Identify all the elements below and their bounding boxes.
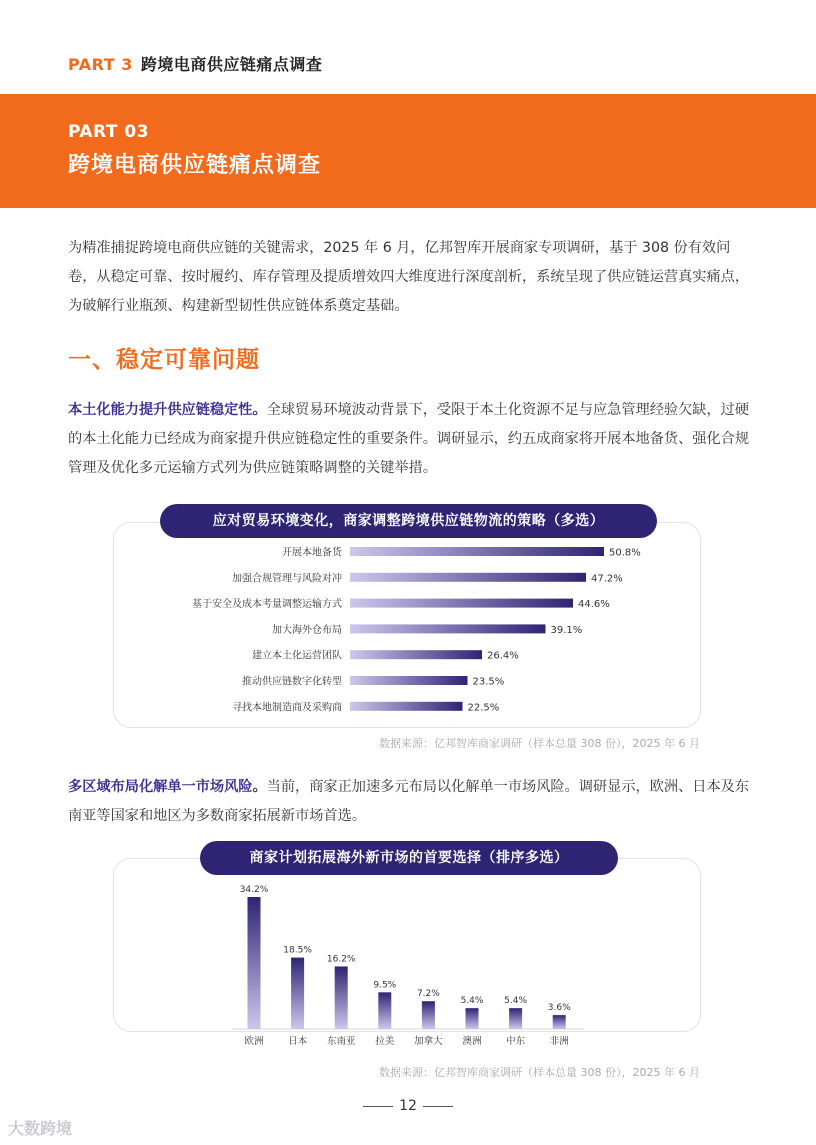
strategy-chart-frame xyxy=(113,522,701,728)
market-category-label: 澳洲 xyxy=(462,1036,482,1047)
market-value-label: 7.2% xyxy=(416,989,440,1000)
market-value-label: 9.5% xyxy=(373,980,397,991)
localization-paragraph xyxy=(68,396,750,483)
banner-title: 跨境电商供应链痛点调查 xyxy=(68,153,322,178)
strategy-chart-title: 应对贸易环境变化，商家调整跨境供应链物流的策略（多选） xyxy=(160,504,657,538)
strategy-value-label: 50.8% xyxy=(609,547,641,559)
strategy-category-label: 推动供应链数字化转型 xyxy=(242,676,342,688)
market-paragraph xyxy=(68,773,750,831)
strategy-category-label: 加强合规管理与风险对冲 xyxy=(232,573,342,585)
market-category-label: 中东 xyxy=(506,1036,526,1047)
market-value-label: 16.2% xyxy=(326,954,356,965)
watermark: 大数跨境 xyxy=(8,1119,73,1138)
market-lead: 多区域布局化解单一市场风险。 xyxy=(68,779,267,795)
running-head-part: PART 3 xyxy=(68,55,133,74)
market-body: 当前，商家正加速多元布局以化解单一市场风险。调研显示，欧洲、日本及东南亚等国家和地区为多数商家拓展新市场首选。 xyxy=(68,779,750,824)
market-chart-frame xyxy=(113,858,701,1032)
market-value-label: 5.4% xyxy=(460,996,484,1007)
market-value-label: 18.5% xyxy=(283,945,312,956)
strategy-value-label: 23.5% xyxy=(472,676,505,688)
page-number xyxy=(0,1098,816,1114)
part-banner xyxy=(0,94,816,208)
section-heading: 一、稳定可靠问题 xyxy=(68,347,260,373)
banner-part-label: PART 03 xyxy=(68,122,150,142)
market-chart-title: 商家计划拓展海外新市场的首要选择（排序多选） xyxy=(200,841,618,875)
strategy-category-label: 开展本地备货 xyxy=(282,547,342,559)
market-category-label: 非洲 xyxy=(549,1036,569,1047)
strategy-category-label: 建立本土化运营团队 xyxy=(252,650,342,662)
running-head-title: 跨境电商供应链痛点调查 xyxy=(140,55,323,74)
strategy-chart-source: 数据来源：亿邦智库商家调研（样本总量 308 份），2025 年 6 月 xyxy=(379,737,700,750)
intro-paragraph: 为精准捕捉跨境电商供应链的关键需求，2025 年 6 月，亿邦智库开展商家专项调研，基于 308 份有效问卷，从稳定可靠、按时履约、库存管理及提质增效四大维度进行深度剖析，系统呈现了供应链运营真实痛点，为破解行业瓶颈、构建新型韧性供应链体系奠定基础。 xyxy=(68,240,750,314)
strategy-category-label: 加大海外仓布局 xyxy=(272,624,342,636)
market-category-label: 欧洲 xyxy=(244,1036,264,1047)
market-value-label: 5.4% xyxy=(504,996,528,1007)
market-category-label: 日本 xyxy=(288,1036,308,1047)
strategy-value-label: 22.5% xyxy=(467,702,500,714)
strategy-value-label: 26.4% xyxy=(487,650,519,662)
strategy-category-label: 基于安全及成本考量调整运输方式 xyxy=(192,599,342,611)
market-value-label: 34.2% xyxy=(239,885,269,895)
localization-body: 全球贸易环境波动背景下，受限于本土化资源不足与应急管理经验欠缺，过硬的本土化能力已经成为商家提升供应链稳定性的重要条件。调研显示，约五成商家将开展本地备货、强化合规管理及优化多元运输方式列为供应链策略调整的关键举措。 xyxy=(68,402,750,476)
strategy-value-label: 44.6% xyxy=(578,599,610,611)
localization-lead: 本土化能力提升供应链稳定性。 xyxy=(68,402,267,418)
market-chart-source: 数据来源：亿邦智库商家调研（样本总量 308 份），2025 年 6 月 xyxy=(379,1066,700,1079)
market-value-label: 3.6% xyxy=(547,1003,571,1014)
market-category-label: 加拿大 xyxy=(414,1036,443,1047)
strategy-value-label: 39.1% xyxy=(550,624,583,636)
market-category-label: 东南亚 xyxy=(326,1036,356,1047)
strategy-value-label: 47.2% xyxy=(591,573,623,585)
running-head xyxy=(68,52,322,75)
strategy-category-label: 寻找本地制造商及采购商 xyxy=(232,702,342,714)
page-number-text: 12 xyxy=(399,1098,417,1114)
market-category-label: 拉美 xyxy=(375,1036,395,1047)
